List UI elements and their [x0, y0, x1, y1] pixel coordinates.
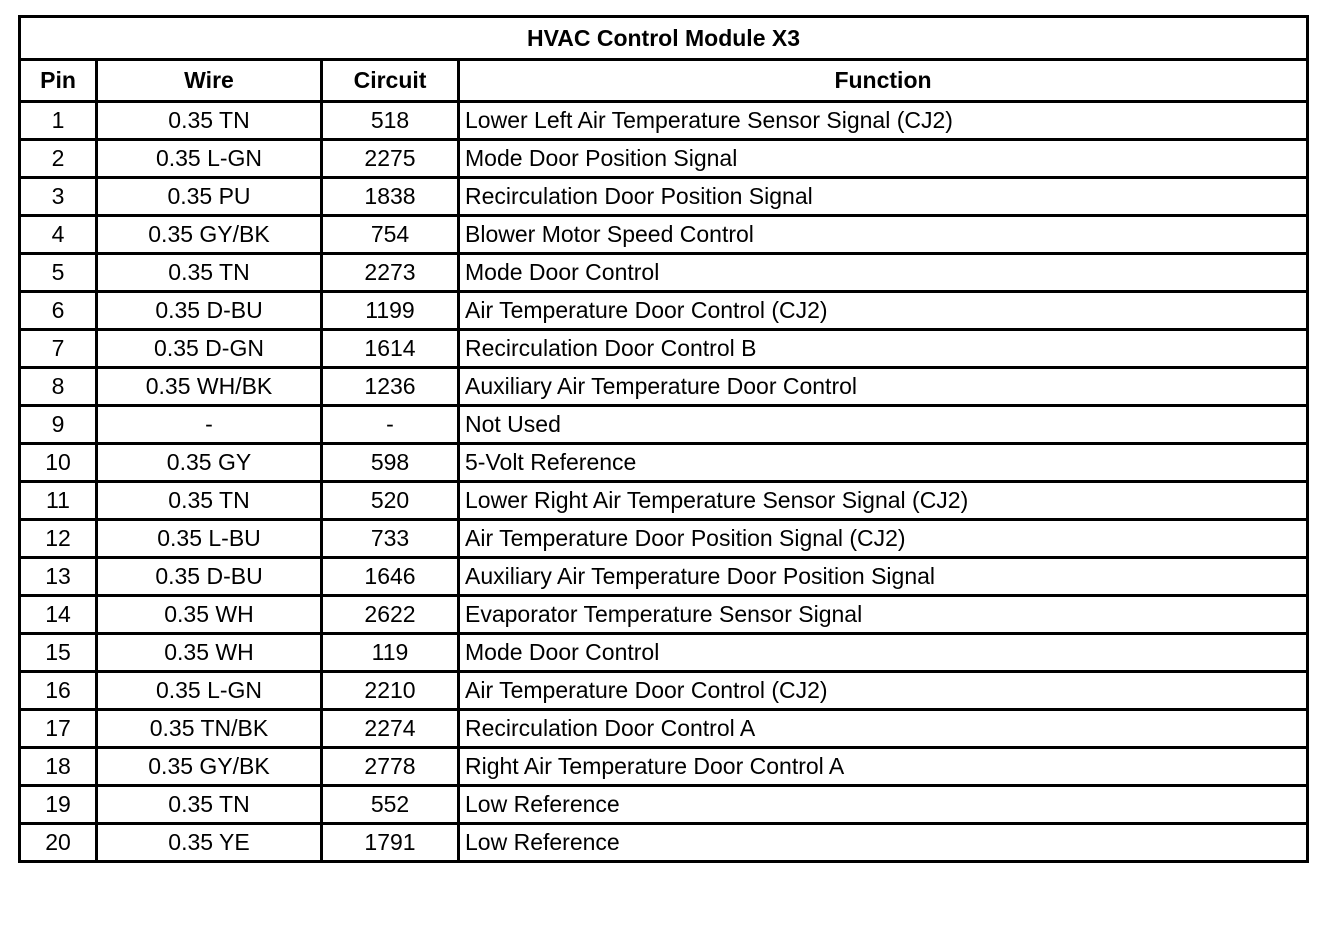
table-row — [20, 672, 1308, 710]
table-row — [20, 140, 1308, 178]
table-row — [20, 292, 1308, 330]
function-cell: Lower Right Air Temperature Sensor Signal (CJ2) — [459, 482, 1308, 520]
pin-cell: 20 — [20, 824, 97, 862]
table-row — [20, 178, 1308, 216]
function-cell: Mode Door Position Signal — [459, 140, 1308, 178]
function-cell: Evaporator Temperature Sensor Signal — [459, 596, 1308, 634]
wire-cell: 0.35 D-GN — [97, 330, 322, 368]
circuit-cell: 1646 — [322, 558, 459, 596]
function-cell: Right Air Temperature Door Control A — [459, 748, 1308, 786]
pin-cell: 9 — [20, 406, 97, 444]
table-row — [20, 102, 1308, 140]
pin-cell: 19 — [20, 786, 97, 824]
table-body — [20, 102, 1308, 862]
table-row — [20, 558, 1308, 596]
wire-cell: 0.35 GY/BK — [97, 216, 322, 254]
pin-cell: 11 — [20, 482, 97, 520]
wire-cell: 0.35 L-GN — [97, 672, 322, 710]
circuit-cell: 1236 — [322, 368, 459, 406]
pin-cell: 3 — [20, 178, 97, 216]
table-row — [20, 254, 1308, 292]
function-cell: Air Temperature Door Position Signal (CJ2) — [459, 520, 1308, 558]
table-row — [20, 482, 1308, 520]
wire-cell: 0.35 WH/BK — [97, 368, 322, 406]
table-row — [20, 330, 1308, 368]
wire-cell: 0.35 D-BU — [97, 558, 322, 596]
table-row — [20, 520, 1308, 558]
table-row — [20, 786, 1308, 824]
pin-cell: 1 — [20, 102, 97, 140]
pin-cell: 16 — [20, 672, 97, 710]
connector-pinout-table — [18, 15, 1309, 863]
header-row — [20, 60, 1308, 102]
wire-cell: 0.35 TN — [97, 786, 322, 824]
pin-cell: 13 — [20, 558, 97, 596]
pin-cell: 14 — [20, 596, 97, 634]
pin-cell: 17 — [20, 710, 97, 748]
function-cell: Air Temperature Door Control (CJ2) — [459, 292, 1308, 330]
wire-cell: 0.35 TN/BK — [97, 710, 322, 748]
circuit-cell: 2778 — [322, 748, 459, 786]
pin-cell: 10 — [20, 444, 97, 482]
table-row — [20, 710, 1308, 748]
function-cell: Blower Motor Speed Control — [459, 216, 1308, 254]
header-function: Function — [459, 60, 1308, 102]
function-cell: Mode Door Control — [459, 254, 1308, 292]
circuit-cell: 754 — [322, 216, 459, 254]
circuit-cell: 1791 — [322, 824, 459, 862]
circuit-cell: 598 — [322, 444, 459, 482]
circuit-cell: 518 — [322, 102, 459, 140]
circuit-cell: 2275 — [322, 140, 459, 178]
function-cell: Air Temperature Door Control (CJ2) — [459, 672, 1308, 710]
function-cell: Not Used — [459, 406, 1308, 444]
pin-cell: 2 — [20, 140, 97, 178]
circuit-cell: 552 — [322, 786, 459, 824]
table-row — [20, 824, 1308, 862]
function-cell: Auxiliary Air Temperature Door Position Signal — [459, 558, 1308, 596]
table-row — [20, 216, 1308, 254]
table-row — [20, 406, 1308, 444]
wire-cell: 0.35 TN — [97, 482, 322, 520]
wire-cell: 0.35 L-BU — [97, 520, 322, 558]
function-cell: Recirculation Door Control A — [459, 710, 1308, 748]
table-row — [20, 444, 1308, 482]
pin-cell: 4 — [20, 216, 97, 254]
circuit-cell: 2622 — [322, 596, 459, 634]
table-title: HVAC Control Module X3 — [20, 17, 1308, 60]
circuit-cell: 520 — [322, 482, 459, 520]
wire-cell: 0.35 TN — [97, 102, 322, 140]
wire-cell: 0.35 WH — [97, 634, 322, 672]
function-cell: Low Reference — [459, 786, 1308, 824]
wire-cell: 0.35 WH — [97, 596, 322, 634]
pin-cell: 6 — [20, 292, 97, 330]
circuit-cell: 1614 — [322, 330, 459, 368]
wire-cell: 0.35 GY/BK — [97, 748, 322, 786]
function-cell: Auxiliary Air Temperature Door Control — [459, 368, 1308, 406]
title-row — [20, 17, 1308, 60]
wire-cell: 0.35 YE — [97, 824, 322, 862]
pin-cell: 7 — [20, 330, 97, 368]
circuit-cell: 2210 — [322, 672, 459, 710]
wire-cell: 0.35 TN — [97, 254, 322, 292]
wire-cell: 0.35 GY — [97, 444, 322, 482]
table-row — [20, 368, 1308, 406]
header-wire: Wire — [97, 60, 322, 102]
circuit-cell: 1199 — [322, 292, 459, 330]
pin-cell: 5 — [20, 254, 97, 292]
table-row — [20, 634, 1308, 672]
header-pin: Pin — [20, 60, 97, 102]
circuit-cell: - — [322, 406, 459, 444]
function-cell: Lower Left Air Temperature Sensor Signal (CJ2) — [459, 102, 1308, 140]
pin-cell: 12 — [20, 520, 97, 558]
function-cell: Recirculation Door Control B — [459, 330, 1308, 368]
table-row — [20, 596, 1308, 634]
circuit-cell: 2274 — [322, 710, 459, 748]
wire-cell: 0.35 PU — [97, 178, 322, 216]
table-row — [20, 748, 1308, 786]
wire-cell: 0.35 L-GN — [97, 140, 322, 178]
function-cell: Mode Door Control — [459, 634, 1308, 672]
header-circuit: Circuit — [322, 60, 459, 102]
circuit-cell: 2273 — [322, 254, 459, 292]
pin-cell: 8 — [20, 368, 97, 406]
circuit-cell: 733 — [322, 520, 459, 558]
pin-cell: 18 — [20, 748, 97, 786]
function-cell: 5-Volt Reference — [459, 444, 1308, 482]
wire-cell: 0.35 D-BU — [97, 292, 322, 330]
circuit-cell: 119 — [322, 634, 459, 672]
function-cell: Recirculation Door Position Signal — [459, 178, 1308, 216]
pin-cell: 15 — [20, 634, 97, 672]
function-cell: Low Reference — [459, 824, 1308, 862]
circuit-cell: 1838 — [322, 178, 459, 216]
wire-cell: - — [97, 406, 322, 444]
